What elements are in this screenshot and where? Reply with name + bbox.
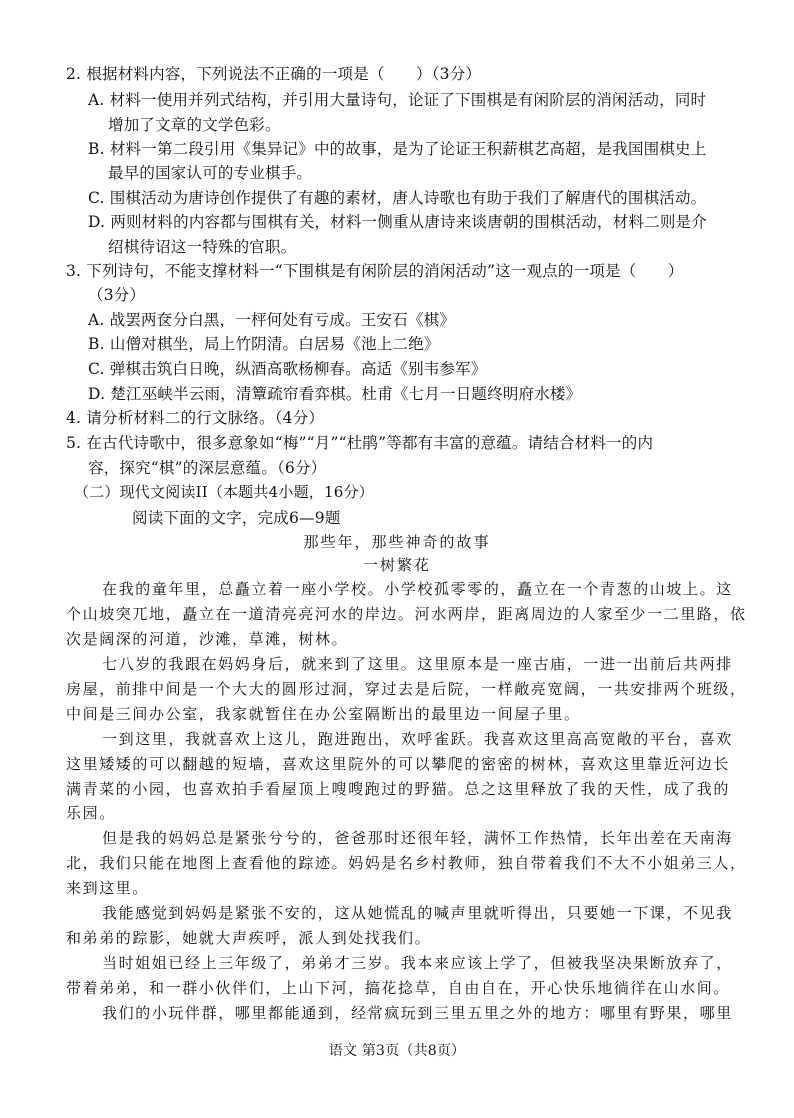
passage-line: 次是阔深的河道，沙滩，草滩，树林。 bbox=[66, 630, 349, 648]
question-3-option-d: D. 楚江巫峡半云雨，清簟疏帘看弈棋。杜甫《七月一日题终明府水楼》 bbox=[88, 385, 582, 403]
question-2-option-b: B. 材料一第二段引用《集异记》中的故事，是为了论证王积薪棋艺高超，是我国围棋史上 bbox=[88, 140, 707, 158]
passage-line: 满青菜的小园，也喜欢拍手看屋顶上嗖嗖跑过的野猫。总之这里释放了我的天性，成了我的 bbox=[66, 780, 731, 798]
question-2-option-a-cont: 增加了文章的文学色彩。 bbox=[108, 116, 281, 134]
passage-line: 带着弟弟，和一群小伙伴们，上山下河，搞花捻草，自由自在，开心快乐地徜徉在山水间。 bbox=[66, 979, 731, 997]
passage-line: 这里矮矮的可以翻越的短墙，喜欢这里院外的可以攀爬的密密的树林，喜欢这里靠近河边长 bbox=[66, 755, 731, 773]
passage-line: 北，我们只能在地图上查看他的踪迹。妈妈是名乡村教师，独自带着我们不大不小姐弟三人， bbox=[66, 854, 747, 872]
passage-line: 和弟弟的踪影，她就大声疾呼，派人到处找我们。 bbox=[66, 929, 432, 947]
page-footer: 语文 第3页（共8页） bbox=[328, 1043, 466, 1059]
passage-line: 一到这里，我就喜欢上这儿，跑进跑出，欢呼雀跃。我喜欢这里高高宽敞的平台，喜欢 bbox=[102, 730, 733, 748]
question-5-line2: 容，探究“棋”的深层意蕴。（6分） bbox=[88, 459, 327, 477]
question-2-stem: 2. 根据材料内容，下列说法不正确的一项是（ ）（3分） bbox=[66, 65, 482, 83]
passage-title: 那些年，那些神奇的故事 bbox=[303, 533, 491, 551]
passage-line: 我能感觉到妈妈是紧张不安的，这从她慌乱的喊声里就听得出，只要她一下课，不见我 bbox=[102, 904, 733, 922]
question-2-option-b-cont: 最早的国家认可的专业棋手。 bbox=[108, 164, 313, 182]
question-3-option-c: C. 弹棋击筑白日晚，纵酒高歌杨柳春。高适《别韦参军》 bbox=[88, 360, 487, 378]
passage-line: 房屋，前排中间是一个大大的圆形过洞，穿过去是后院，一样敞亮宽阔，一共安排两个班级， bbox=[66, 680, 747, 698]
question-3-score: （3分） bbox=[88, 286, 146, 304]
passage-line: 在我的童年里，总矗立着一座小学校。小学校孤零零的，矗立在一个青葱的山坡上。这 bbox=[102, 580, 733, 598]
passage-line: 乐园。 bbox=[66, 804, 116, 822]
passage-line: 个山坡突兀地，矗立在一道清亮亮河水的岸边。河水两岸，距离周边的人家至少一二里路，依 bbox=[66, 605, 747, 623]
section-instruction: 阅读下面的文字，完成6—9题 bbox=[132, 509, 341, 527]
passage-line: 中间是三间办公室，我家就暂住在办公室隔断出的最里边一间屋子里。 bbox=[66, 705, 581, 723]
passage-line: 我们的小玩伴群，哪里都能通到，经常疯玩到三里五里之外的地方：哪里有野果，哪里 bbox=[102, 1004, 733, 1022]
passage-line: 七八岁的我跟在妈妈身后，就来到了这里。这里原本是一座古庙，一进一出前后共两排 bbox=[102, 655, 733, 673]
passage-subtitle: 一树繁花 bbox=[362, 556, 431, 574]
passage-line: 来到这里。 bbox=[66, 879, 150, 897]
question-3-option-a: A. 战罢两奁分白黑，一枰何处有亏成。王安石《棋》 bbox=[88, 311, 456, 329]
question-3-stem: 3. 下列诗句，不能支撑材料一“下围棋是有闲阶层的消闲活动”这一观点的一项是（ ） bbox=[66, 262, 684, 280]
question-2-option-c: C. 围棋活动为唐诗创作提供了有趣的素材，唐人诗歌也有助于我们了解唐代的围棋活动。 bbox=[88, 189, 707, 207]
section-heading: （二）现代文阅读II（本题共4小题，16分） bbox=[74, 483, 374, 501]
question-3-option-b: B. 山僧对棋坐，局上竹阴清。白居易《池上二绝》 bbox=[88, 335, 440, 353]
passage-line: 当时姐姐已经上三年级了，弟弟才三岁。我本来应该上学了，但被我坚决果断放弃了， bbox=[102, 954, 733, 972]
passage-line: 但是我的妈妈总是紧张兮兮的，爸爸那时还很年轻，满怀工作热情，长年出差在天南海 bbox=[102, 829, 733, 847]
question-4: 4. 请分析材料二的行文脉络。（4分） bbox=[66, 409, 325, 427]
question-5-line1: 5. 在古代诗歌中，很多意象如“梅”“月”“杜鹃”等都有丰富的意蕴。请结合材料一的内 bbox=[66, 434, 654, 452]
question-2-option-a: A. 材料一使用并列式结构，并引用大量诗句，论证了下围棋是有闲阶层的消闲活动，同时 bbox=[88, 91, 707, 109]
question-2-option-d-cont: 绍棋待诏这一特殊的官职。 bbox=[108, 238, 297, 256]
question-2-option-d: D. 两则材料的内容都与围棋有关，材料一侧重从唐诗来谈唐朝的围棋活动，材料二则是介 bbox=[88, 213, 707, 231]
